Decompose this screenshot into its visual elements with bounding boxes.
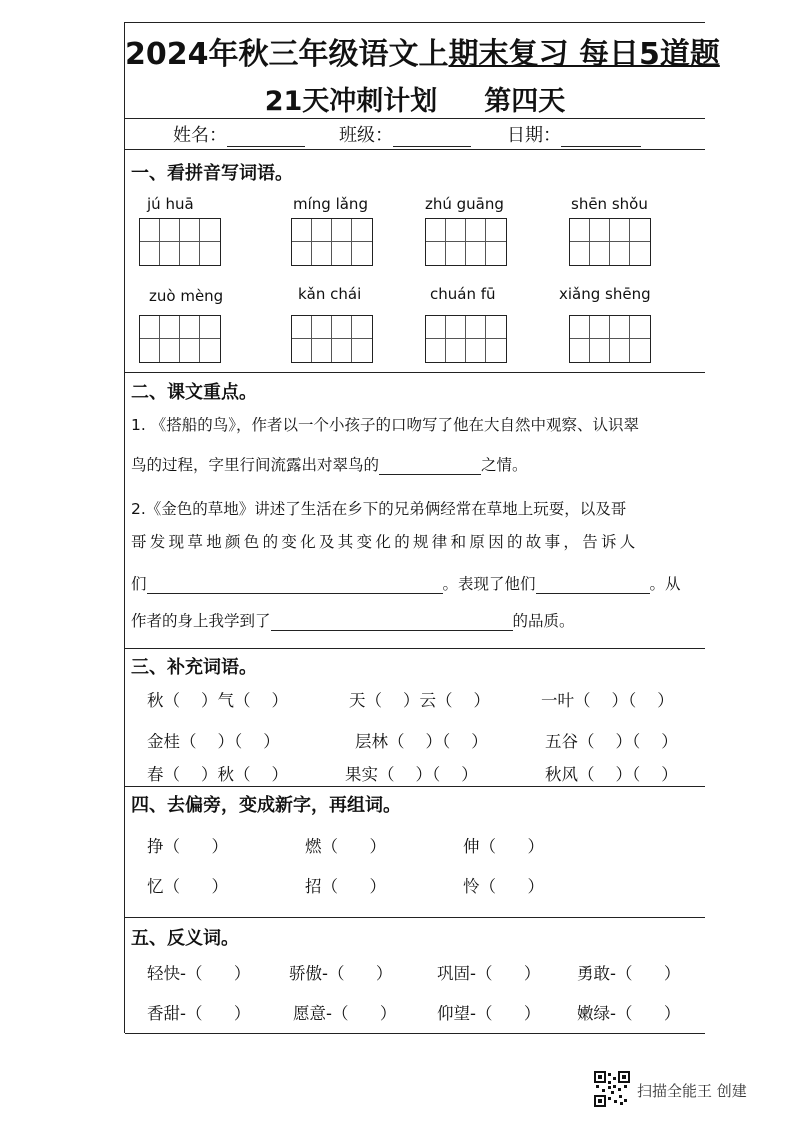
section-heading-idioms: 三、补充词语。 [131,657,257,678]
idiom-item[interactable]: 一叶（ ）（ ） [541,691,674,710]
answer-blank[interactable] [536,577,650,594]
pinyin-label: kǎn chái [298,285,362,303]
section-heading-antonyms: 五、反义词。 [131,928,239,949]
title-text: 2024年秋三年级语文上 [125,37,449,72]
divider [125,648,705,649]
divider [125,149,705,150]
writing-grid[interactable] [569,315,651,363]
class-blank[interactable] [393,128,471,147]
writing-grid[interactable] [425,218,507,266]
worksheet-subtitle: 21天冲刺计划 第四天 [264,86,566,117]
question-text [131,572,681,594]
date-field[interactable] [507,121,641,147]
section-heading-key-points: 二、课文重点。 [131,382,257,403]
date-label: 日期： [507,125,561,146]
antonym-item[interactable]: 嫩绿-（ ） [577,1004,681,1023]
question-text [131,453,528,475]
idiom-item[interactable]: 金桂（ ）（ ） [147,732,280,751]
writing-grid[interactable] [569,218,651,266]
question-text: 哥发现草地颜色的变化及其变化的规律和原因的故事，告诉人 [131,533,639,551]
idiom-item[interactable]: 秋（ ）气（ ） [147,691,288,710]
radical-item[interactable]: 伸（ ） [463,837,544,856]
section-heading-pinyin: 一、看拼音写词语。 [131,163,293,184]
writing-grid[interactable] [139,315,221,363]
pinyin-label: shēn shǒu [571,195,648,213]
answer-blank[interactable] [147,577,443,594]
text-segment: 。从 [649,575,681,593]
idiom-item[interactable]: 秋风（ ）（ ） [545,765,678,784]
pinyin-label: zhú guāng [425,195,504,213]
name-field[interactable] [173,121,305,147]
antonym-item[interactable]: 巩固-（ ） [437,964,541,983]
antonym-item[interactable]: 愿意-（ ） [293,1004,397,1023]
divider [125,118,705,119]
pinyin-label: xiǎng shēng [559,285,651,303]
idiom-item[interactable]: 五谷（ ）（ ） [545,732,678,751]
divider [125,372,705,373]
class-field[interactable] [339,121,471,147]
scanner-app-label: 扫描全能王 创建 [637,1082,747,1100]
name-label: 姓名： [173,125,227,146]
pinyin-label: jú huā [147,195,194,213]
pinyin-label: míng lǎng [293,195,368,213]
writing-grid[interactable] [425,315,507,363]
title-underlined-text: 期末复习 每日5道题 [448,37,720,72]
question-text [131,609,575,631]
idiom-item[interactable]: 层林（ ）（ ） [355,732,488,751]
idiom-item[interactable]: 天（ ）云（ ） [349,691,490,710]
pinyin-label: chuán fū [430,285,496,303]
pinyin-label: zuò mèng [149,287,224,305]
divider [125,917,705,918]
qr-code-icon [594,1071,630,1107]
idiom-item[interactable]: 果实（ ）（ ） [345,765,478,784]
date-blank[interactable] [561,128,641,147]
idiom-item[interactable]: 春（ ）秋（ ） [147,765,288,784]
text-segment: 作者的身上我学到了 [131,612,271,630]
question-text: 2.《金色的草地》讲述了生活在乡下的兄弟俩经常在草地上玩耍，以及哥 [131,500,627,518]
text-segment: 。表现了他们 [442,575,536,593]
antonym-item[interactable]: 骄傲-（ ） [289,964,393,983]
text-segment: 们 [131,575,147,593]
divider [125,1033,705,1034]
section-heading-radicals: 四、去偏旁，变成新字，再组词。 [131,795,401,816]
worksheet [124,22,720,1033]
text-segment: 鸟的过程，字里行间流露出对翠鸟的 [131,456,380,474]
writing-grid[interactable] [291,315,373,363]
question-text: 1. 《搭船的鸟》，作者以一个小孩子的口吻写了他在大自然中观察、认识翠 [131,416,639,434]
radical-item[interactable]: 招（ ） [305,877,386,896]
text-segment: 之情。 [481,456,528,474]
worksheet-title [125,29,720,73]
name-blank[interactable] [227,128,305,147]
writing-grid[interactable] [139,218,221,266]
radical-item[interactable]: 忆（ ） [147,877,228,896]
antonym-item[interactable]: 轻快-（ ） [147,964,251,983]
answer-blank[interactable] [271,614,513,631]
radical-item[interactable]: 挣（ ） [147,837,228,856]
radical-item[interactable]: 燃（ ） [305,837,386,856]
radical-item[interactable]: 怜（ ） [463,877,544,896]
antonym-item[interactable]: 仰望-（ ） [437,1004,541,1023]
antonym-item[interactable]: 勇敢-（ ） [577,964,681,983]
divider [125,786,705,787]
class-label: 班级： [339,125,393,146]
text-segment: 的品质。 [512,612,575,630]
antonym-item[interactable]: 香甜-（ ） [147,1004,251,1023]
answer-blank[interactable] [379,458,481,475]
writing-grid[interactable] [291,218,373,266]
